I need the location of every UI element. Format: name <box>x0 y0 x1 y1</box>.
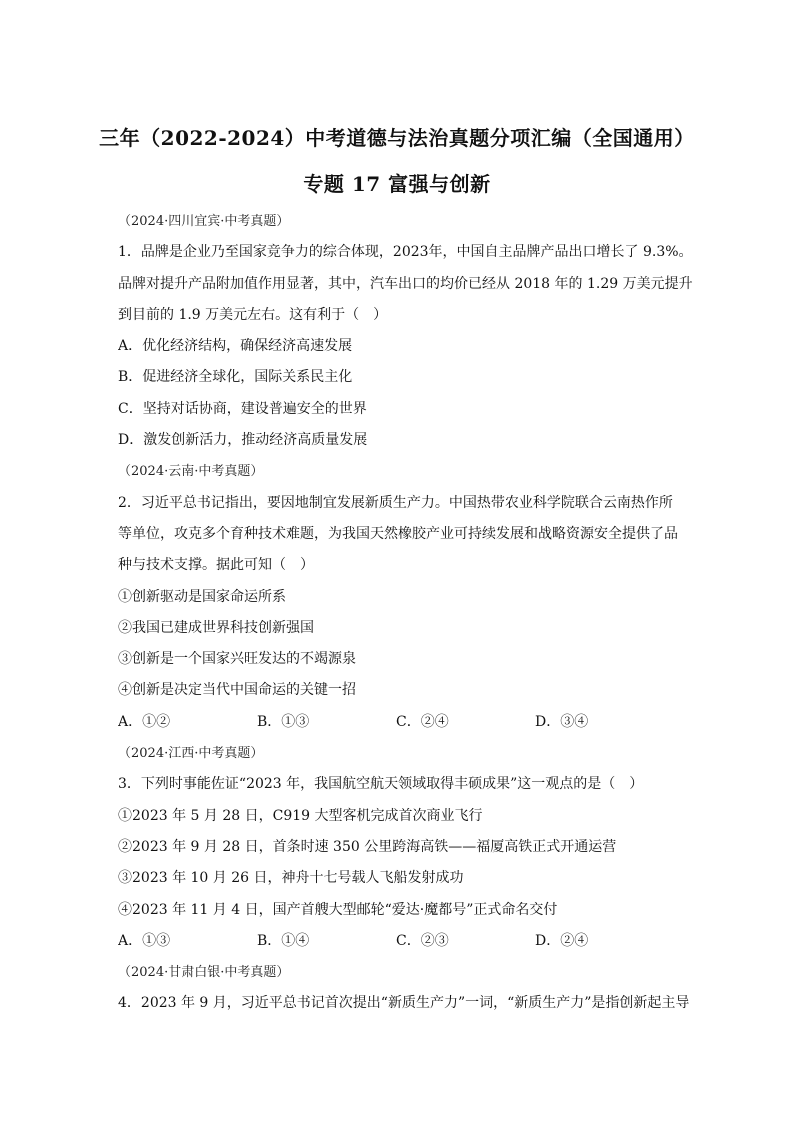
question-2-choice-a: A．①② <box>118 713 171 730</box>
question-1-option-d: D．激发创新活力，推动经济高质量发展 <box>118 432 368 449</box>
question-2-choice-b: B．①③ <box>257 713 310 730</box>
question-1-stem-line: 到目前的 1.9 万美元左右。这有利于（ ） <box>118 306 388 323</box>
question-1-stem-line: 品牌对提升产品附加值作用显著，其中，汽车出口的均价已经从 2018 年的 1.29 万美元提升 <box>118 275 693 292</box>
question-2-choice-d: D．③④ <box>535 713 589 730</box>
question-list <box>118 206 696 1020</box>
question-3-stem-line: 3．下列时事能佐证“2023 年，我国航空航天领域取得丰硕成果”这一观点的是（ ） <box>118 776 644 793</box>
question-2-choice-c: C．②④ <box>396 713 449 730</box>
question-3-source: （2024·江西·中考真题） <box>118 746 264 762</box>
question-2-item-2: ②我国已建成世界科技创新强国 <box>118 619 314 636</box>
question-4-stem-line: 4．2023 年 9 月，习近平总书记首次提出“新质生产力”一词，“新质生产力”是指创新起主导 <box>118 995 690 1012</box>
question-2-stem-line: 2．习近平总书记指出，要因地制宜发展新质生产力。中国热带农业科学院联合云南热作所 <box>118 494 673 511</box>
question-2-stem-line: 种与技术支撑。据此可知（ ） <box>118 557 314 574</box>
question-2-item-3: ③创新是一个国家兴旺发达的不竭源泉 <box>118 651 356 668</box>
question-3-item-1: ①2023 年 5 月 28 日，C919 大型客机完成首次商业飞行 <box>118 807 483 824</box>
question-1-stem-line: 1．品牌是企业乃至国家竞争力的综合体现，2023年，中国自主品牌产品出口增长了 9.3%。 <box>118 244 693 261</box>
question-3-choice-d: D．②④ <box>535 932 589 949</box>
question-1-option-c: C．坚持对话协商，建设普遍安全的世界 <box>118 400 367 417</box>
question-2-stem-line: 等单位，攻克多个育种技术难题，为我国天然橡胶产业可持续发展和战略资源安全提供了品 <box>118 525 678 542</box>
question-1-source: （2024·四川宜宾·中考真题） <box>118 214 290 229</box>
question-1-option-b: B．促进经济全球化，国际关系民主化 <box>118 369 353 386</box>
question-3-item-3: ③2023 年 10 月 26 日，神舟十七号载人飞船发射成功 <box>118 870 464 887</box>
question-3-choice-a: A．①③ <box>118 932 171 949</box>
question-2-item-4: ④创新是决定当代中国命运的关键一招 <box>118 682 356 699</box>
question-3-item-4: ④2023 年 11 月 4 日，国产首艘大型邮轮“爱达·魔都号”正式命名交付 <box>118 901 558 918</box>
question-3-choice-c: C．②③ <box>396 932 449 949</box>
document-title: 三年（2022-2024）中考道德与法治真题分项汇编（全国通用） <box>99 126 695 150</box>
question-4-source: （2024·甘肃白银·中考真题） <box>118 965 290 981</box>
document-subtitle: 专题 17 富强与创新 <box>303 172 491 196</box>
question-1-option-a: A．优化经济结构，确保经济高速发展 <box>118 338 353 355</box>
question-3-item-2: ②2023 年 9 月 28 日，首条时速 350 公里跨海高铁——福厦高铁正式开通运营 <box>118 838 617 855</box>
question-3-choices <box>118 926 696 957</box>
question-3-choice-b: B．①④ <box>257 932 310 949</box>
question-2-choices <box>118 707 696 738</box>
question-2-source: （2024·云南·中考真题） <box>118 464 264 480</box>
question-2-item-1: ①创新驱动是国家命运所系 <box>118 588 286 605</box>
